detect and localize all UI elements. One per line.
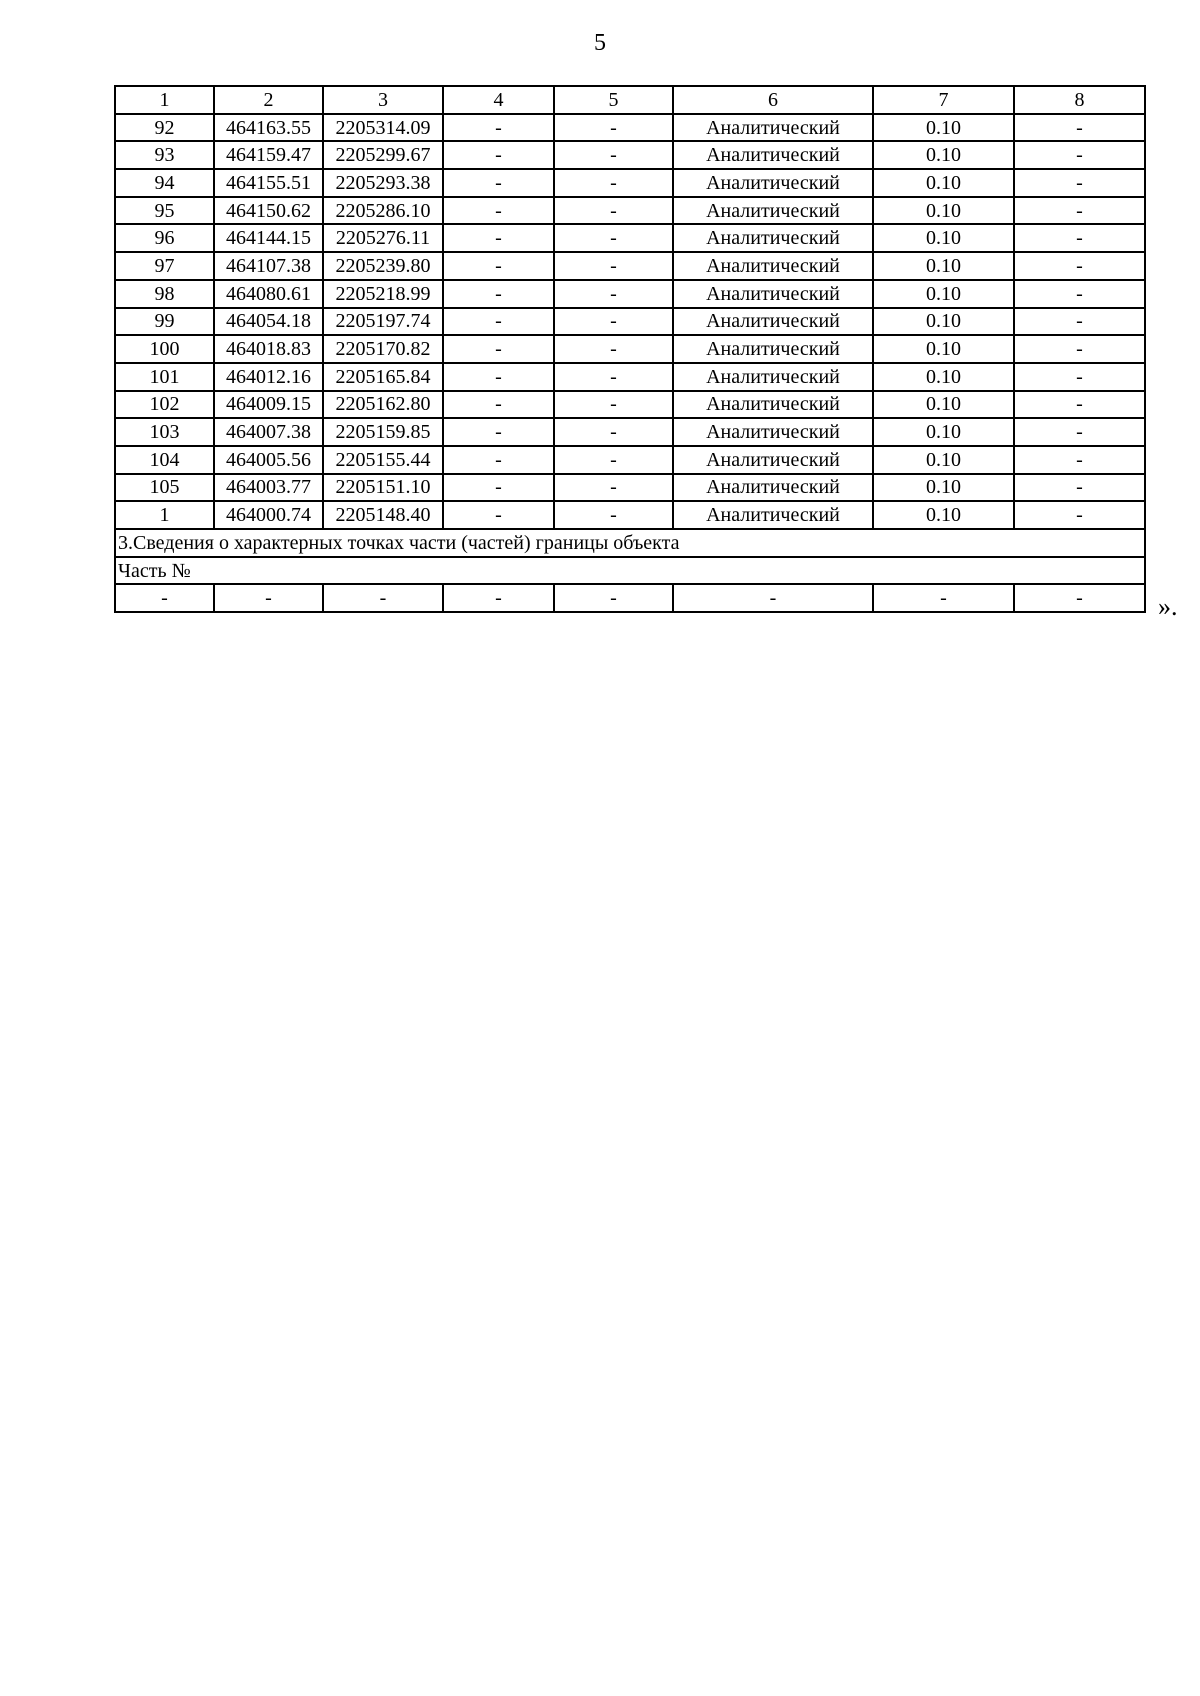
table-cell: 0.10 bbox=[873, 224, 1014, 252]
table-cell: - bbox=[443, 224, 554, 252]
table-cell: 0.10 bbox=[873, 114, 1014, 142]
table-cell: 0.10 bbox=[873, 280, 1014, 308]
table-cell: - bbox=[554, 474, 673, 502]
table-cell: - bbox=[443, 391, 554, 419]
table-cell: 2205148.40 bbox=[323, 501, 443, 529]
header-cell: 8 bbox=[1014, 86, 1145, 114]
table-cell: 2205299.67 bbox=[323, 141, 443, 169]
table-row bbox=[115, 141, 1145, 169]
table-row bbox=[115, 197, 1145, 225]
table-cell: 0.10 bbox=[873, 501, 1014, 529]
table-cell: 0.10 bbox=[873, 141, 1014, 169]
table-cell: 2205276.11 bbox=[323, 224, 443, 252]
table-cell: 2205170.82 bbox=[323, 335, 443, 363]
table-cell: Аналитический bbox=[673, 363, 873, 391]
table-body bbox=[115, 86, 1145, 612]
table-cell: - bbox=[1014, 224, 1145, 252]
table-row bbox=[115, 224, 1145, 252]
table-cell: 2205293.38 bbox=[323, 169, 443, 197]
table-row bbox=[115, 501, 1145, 529]
table-cell: 96 bbox=[115, 224, 214, 252]
section-title-row bbox=[115, 529, 1145, 557]
table-cell: - bbox=[1014, 446, 1145, 474]
table-cell: - bbox=[443, 363, 554, 391]
table-cell: 93 bbox=[115, 141, 214, 169]
table-row bbox=[115, 391, 1145, 419]
table-cell: - bbox=[1014, 169, 1145, 197]
table-cell: 0.10 bbox=[873, 252, 1014, 280]
table-cell: Аналитический bbox=[673, 391, 873, 419]
table-cell: 0.10 bbox=[873, 335, 1014, 363]
table-cell: 464155.51 bbox=[214, 169, 323, 197]
table-row bbox=[115, 308, 1145, 336]
table-cell: Аналитический bbox=[673, 197, 873, 225]
table-cell: 2205162.80 bbox=[323, 391, 443, 419]
table-cell: Аналитический bbox=[673, 114, 873, 142]
table-cell: 103 bbox=[115, 418, 214, 446]
table-row bbox=[115, 114, 1145, 142]
table-cell: 1 bbox=[115, 501, 214, 529]
table-cell: Аналитический bbox=[673, 280, 873, 308]
table-cell: - bbox=[1014, 252, 1145, 280]
table-row bbox=[115, 418, 1145, 446]
table-cell: - bbox=[554, 446, 673, 474]
table-cell: - bbox=[443, 114, 554, 142]
table-cell: 2205197.74 bbox=[323, 308, 443, 336]
header-cell: 6 bbox=[673, 86, 873, 114]
header-cell: 7 bbox=[873, 86, 1014, 114]
table-cell: Аналитический bbox=[673, 252, 873, 280]
table-cell: 97 bbox=[115, 252, 214, 280]
table-cell: 0.10 bbox=[873, 363, 1014, 391]
table-cell: Аналитический bbox=[673, 169, 873, 197]
part-row bbox=[115, 584, 1145, 612]
table-cell: - bbox=[115, 584, 214, 612]
table-cell: 464009.15 bbox=[214, 391, 323, 419]
table-cell: 2205165.84 bbox=[323, 363, 443, 391]
table-cell: 464163.55 bbox=[214, 114, 323, 142]
section-title: 3.Сведения о характерных точках части (частей) границы объекта bbox=[115, 529, 1145, 557]
table-cell: 0.10 bbox=[873, 169, 1014, 197]
table-cell: 464003.77 bbox=[214, 474, 323, 502]
part-label-row bbox=[115, 557, 1145, 585]
table-cell: - bbox=[443, 501, 554, 529]
table-cell: - bbox=[443, 280, 554, 308]
table-cell: 2205159.85 bbox=[323, 418, 443, 446]
table-cell: 464159.47 bbox=[214, 141, 323, 169]
table-cell: - bbox=[873, 584, 1014, 612]
table-cell: 100 bbox=[115, 335, 214, 363]
table-cell: 464054.18 bbox=[214, 308, 323, 336]
table-cell: 0.10 bbox=[873, 474, 1014, 502]
table-cell: - bbox=[1014, 391, 1145, 419]
table-cell: 0.10 bbox=[873, 391, 1014, 419]
coordinates-table-wrapper bbox=[114, 85, 1144, 613]
table-row bbox=[115, 474, 1145, 502]
header-cell: 2 bbox=[214, 86, 323, 114]
table-cell: 464107.38 bbox=[214, 252, 323, 280]
table-cell: Аналитический bbox=[673, 501, 873, 529]
header-cell: 1 bbox=[115, 86, 214, 114]
table-cell: 0.10 bbox=[873, 197, 1014, 225]
table-cell: 2205314.09 bbox=[323, 114, 443, 142]
table-cell: 0.10 bbox=[873, 446, 1014, 474]
table-cell: 92 bbox=[115, 114, 214, 142]
table-cell: - bbox=[554, 363, 673, 391]
coordinates-table bbox=[114, 85, 1146, 613]
table-cell: - bbox=[554, 501, 673, 529]
table-cell: 2205151.10 bbox=[323, 474, 443, 502]
table-cell: 104 bbox=[115, 446, 214, 474]
table-cell: 464150.62 bbox=[214, 197, 323, 225]
page-number: 5 bbox=[594, 30, 606, 56]
closing-quote: ». bbox=[1158, 592, 1178, 621]
table-cell: - bbox=[1014, 280, 1145, 308]
table-cell: - bbox=[554, 114, 673, 142]
header-cell: 5 bbox=[554, 86, 673, 114]
table-cell: - bbox=[443, 335, 554, 363]
table-cell: - bbox=[443, 418, 554, 446]
table-cell: 464007.38 bbox=[214, 418, 323, 446]
table-cell: Аналитический bbox=[673, 446, 873, 474]
table-cell: - bbox=[554, 418, 673, 446]
table-cell: - bbox=[443, 169, 554, 197]
table-header-row bbox=[115, 86, 1145, 114]
table-cell: 102 bbox=[115, 391, 214, 419]
table-cell: - bbox=[554, 224, 673, 252]
table-row bbox=[115, 446, 1145, 474]
table-cell: - bbox=[1014, 584, 1145, 612]
table-cell: - bbox=[554, 280, 673, 308]
table-row bbox=[115, 335, 1145, 363]
table-cell: 95 bbox=[115, 197, 214, 225]
table-cell: - bbox=[443, 584, 554, 612]
part-label: Часть № bbox=[115, 557, 1145, 585]
table-cell: 2205155.44 bbox=[323, 446, 443, 474]
table-cell: - bbox=[554, 252, 673, 280]
table-cell: Аналитический bbox=[673, 308, 873, 336]
table-cell: - bbox=[554, 335, 673, 363]
table-cell: - bbox=[1014, 474, 1145, 502]
table-cell: Аналитический bbox=[673, 418, 873, 446]
table-cell: - bbox=[214, 584, 323, 612]
table-cell: - bbox=[554, 308, 673, 336]
table-cell: - bbox=[1014, 363, 1145, 391]
table-cell: 99 bbox=[115, 308, 214, 336]
table-row bbox=[115, 363, 1145, 391]
table-cell: Аналитический bbox=[673, 224, 873, 252]
table-cell: 464144.15 bbox=[214, 224, 323, 252]
table-cell: 464005.56 bbox=[214, 446, 323, 474]
table-cell: 464018.83 bbox=[214, 335, 323, 363]
table-cell: - bbox=[443, 474, 554, 502]
table-cell: 464012.16 bbox=[214, 363, 323, 391]
table-cell: 105 bbox=[115, 474, 214, 502]
table-cell: - bbox=[323, 584, 443, 612]
table-row bbox=[115, 169, 1145, 197]
table-cell: 464000.74 bbox=[214, 501, 323, 529]
table-cell: - bbox=[554, 584, 673, 612]
table-cell: - bbox=[443, 141, 554, 169]
table-cell: 0.10 bbox=[873, 308, 1014, 336]
table-cell: - bbox=[443, 446, 554, 474]
table-cell: - bbox=[443, 252, 554, 280]
table-cell: - bbox=[554, 197, 673, 225]
table-cell: - bbox=[443, 308, 554, 336]
table-cell: 2205239.80 bbox=[323, 252, 443, 280]
table-row bbox=[115, 280, 1145, 308]
table-cell: 0.10 bbox=[873, 418, 1014, 446]
table-cell: 101 bbox=[115, 363, 214, 391]
table-cell: 94 bbox=[115, 169, 214, 197]
table-cell: - bbox=[554, 141, 673, 169]
table-cell: 2205218.99 bbox=[323, 280, 443, 308]
table-cell: - bbox=[1014, 308, 1145, 336]
header-cell: 4 bbox=[443, 86, 554, 114]
table-cell: - bbox=[1014, 114, 1145, 142]
table-cell: 2205286.10 bbox=[323, 197, 443, 225]
table-cell: 464080.61 bbox=[214, 280, 323, 308]
table-cell: Аналитический bbox=[673, 335, 873, 363]
header-cell: 3 bbox=[323, 86, 443, 114]
table-row bbox=[115, 252, 1145, 280]
table-cell: - bbox=[1014, 418, 1145, 446]
table-cell: - bbox=[673, 584, 873, 612]
table-cell: - bbox=[554, 391, 673, 419]
table-cell: - bbox=[1014, 197, 1145, 225]
table-cell: - bbox=[443, 197, 554, 225]
table-cell: 98 bbox=[115, 280, 214, 308]
table-cell: Аналитический bbox=[673, 141, 873, 169]
table-cell: - bbox=[554, 169, 673, 197]
table-cell: - bbox=[1014, 501, 1145, 529]
table-cell: - bbox=[1014, 335, 1145, 363]
table-cell: - bbox=[1014, 141, 1145, 169]
table-cell: Аналитический bbox=[673, 474, 873, 502]
